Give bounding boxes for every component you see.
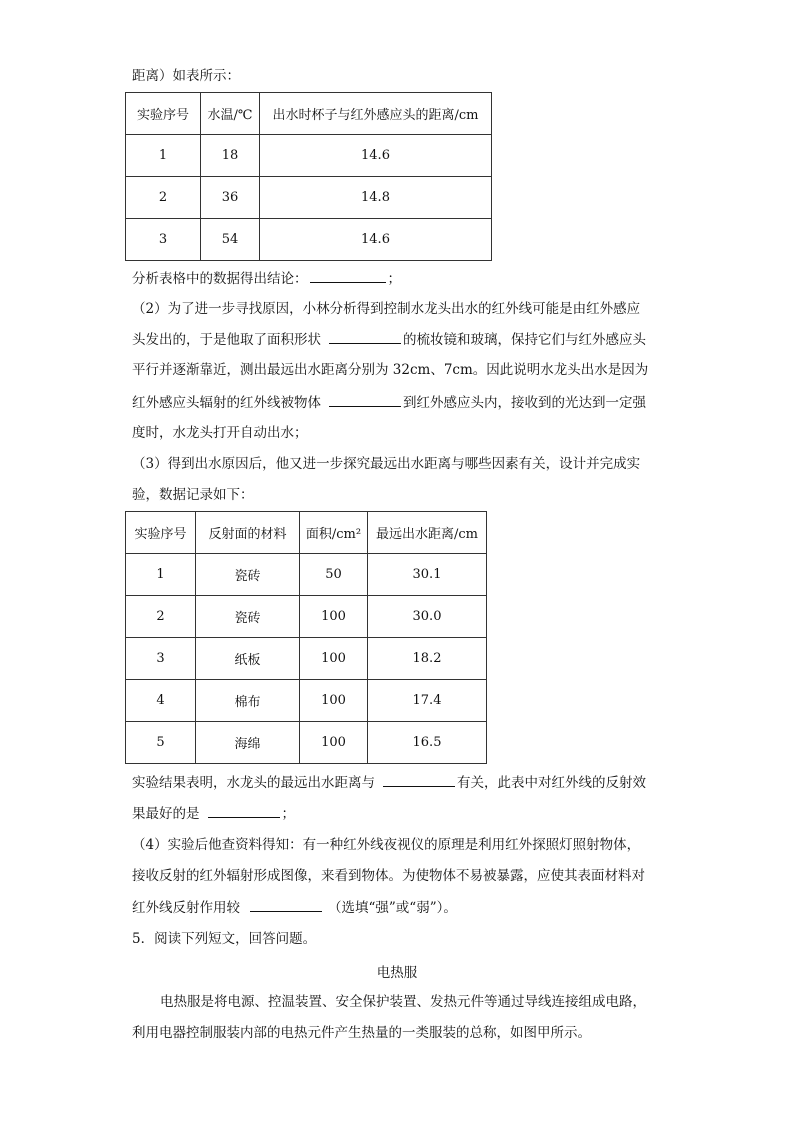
- q3-line-2: 验，数据记录如下：: [132, 487, 254, 503]
- table-cell: 瓷砖: [196, 596, 300, 638]
- table-row: [126, 638, 487, 680]
- table-cell: 54: [201, 219, 260, 261]
- table-cell: 18.2: [368, 638, 487, 680]
- question-5: 5．阅读下列短文，回答问题。: [132, 931, 317, 947]
- conclusion-text: 分析表格中的数据得出结论：: [132, 271, 308, 287]
- table-cell: 5: [126, 722, 196, 764]
- table-cell: 100: [300, 680, 368, 722]
- answer-blank[interactable]: [208, 803, 280, 818]
- table-cell: 50: [300, 554, 368, 596]
- table-row: [126, 722, 487, 764]
- header-cell: 实验序号: [126, 512, 196, 554]
- table-cell: 2: [126, 177, 201, 219]
- table-cell: 棉布: [196, 680, 300, 722]
- table-cell: 3: [126, 638, 196, 680]
- answer-blank[interactable]: [329, 392, 401, 407]
- result-line-2: [132, 803, 295, 824]
- header-cell: 最远出水距离/cm: [368, 512, 487, 554]
- table-cell: 17.4: [368, 680, 487, 722]
- answer-blank[interactable]: [329, 329, 401, 344]
- answer-blank[interactable]: [310, 268, 386, 283]
- intro-line: 距离）如表所示：: [132, 68, 240, 84]
- table-row: [126, 219, 492, 261]
- q2-line-1: （2）为了进一步寻找原因，小林分析得到控制水龙头出水的红外线可能是由红外感应: [132, 301, 641, 317]
- answer-blank[interactable]: [250, 897, 322, 912]
- article-title: 电热服: [376, 965, 418, 981]
- article-paragraph-line-2: 利用电器控制服装内部的电热元件产生热量的一类服装的总称，如图甲所示。: [132, 1025, 591, 1041]
- table-cell: 瓷砖: [196, 554, 300, 596]
- article-paragraph-line-1: 电热服是将电源、控温装置、安全保护装置、发热元件等通过导线连接组成电路，: [160, 994, 646, 1010]
- table-cell: 30.1: [368, 554, 487, 596]
- q3-line-1: （3）得到出水原因后，他又进一步探究最远出水距离与哪些因素有关，设计并完成实: [132, 456, 641, 472]
- header-cell: 反射面的材料: [196, 512, 300, 554]
- q2-text: 的梳妆镜和玻璃，保持它们与红外感应头: [403, 332, 646, 348]
- table-cell: 海绵: [196, 722, 300, 764]
- result-text: ；: [281, 806, 295, 822]
- table-reflection: [125, 511, 487, 764]
- header-cell: 面积/cm²: [300, 512, 368, 554]
- table-cell: 14.6: [260, 219, 492, 261]
- table-cell: 14.6: [260, 135, 492, 177]
- conclusion-end: ；: [387, 271, 401, 287]
- q2-text: 头发出的，于是他取了面积形状: [132, 332, 321, 348]
- table-cell: 2: [126, 596, 196, 638]
- q2-line-5: 度时，水龙头打开自动出水；: [132, 425, 308, 441]
- result-text: 有关，此表中对红外线的反射效: [457, 775, 646, 791]
- result-text: 果最好的是: [132, 806, 200, 822]
- table-row: [126, 596, 487, 638]
- table-cell: 100: [300, 638, 368, 680]
- q2-text: 到红外感应头内，接收到的光达到一定强: [403, 395, 646, 411]
- answer-blank[interactable]: [383, 772, 455, 787]
- table-row: [126, 554, 487, 596]
- table-cell: 4: [126, 680, 196, 722]
- q2-line-2: [132, 329, 646, 350]
- header-cell: 出水时杯子与红外感应头的距离/cm: [260, 93, 492, 135]
- table-cell: 100: [300, 722, 368, 764]
- table-cell: 1: [126, 554, 196, 596]
- table-cell: 纸板: [196, 638, 300, 680]
- table-cell: 14.8: [260, 177, 492, 219]
- result-line-1: [132, 772, 646, 793]
- q4-text: 红外线反射作用较: [132, 900, 240, 916]
- q4-line-1: （4）实验后他查资料得知：有一种红外线夜视仪的原理是利用红外探照灯照射物体，: [132, 837, 641, 853]
- table-cell: 36: [201, 177, 260, 219]
- table-row: [126, 135, 492, 177]
- q2-line-4: [132, 392, 646, 413]
- table-water-temperature: [125, 92, 492, 261]
- q2-text: 红外感应头辐射的红外线被物体: [132, 395, 321, 411]
- table-header-row: [126, 512, 487, 554]
- q4-line-3: [132, 897, 457, 918]
- table-cell: 30.0: [368, 596, 487, 638]
- table-header-row: [126, 93, 492, 135]
- header-cell: 实验序号: [126, 93, 201, 135]
- q4-text: （选填“强”或“弱”）。: [328, 900, 457, 916]
- table-cell: 100: [300, 596, 368, 638]
- table-row: [126, 177, 492, 219]
- table-cell: 16.5: [368, 722, 487, 764]
- q2-line-3: 平行并逐渐靠近，测出最远出水距离分别为 32cm、7cm。因此说明水龙头出水是因为: [132, 362, 649, 378]
- result-text: 实验结果表明，水龙头的最远出水距离与: [132, 775, 375, 791]
- header-cell: 水温/℃: [201, 93, 260, 135]
- table-cell: 18: [201, 135, 260, 177]
- conclusion-line: [132, 268, 401, 289]
- table-cell: 3: [126, 219, 201, 261]
- q4-line-2: 接收反射的红外辐射形成图像，来看到物体。为使物体不易被暴露，应使其表面材料对: [132, 868, 645, 884]
- table-row: [126, 680, 487, 722]
- table-cell: 1: [126, 135, 201, 177]
